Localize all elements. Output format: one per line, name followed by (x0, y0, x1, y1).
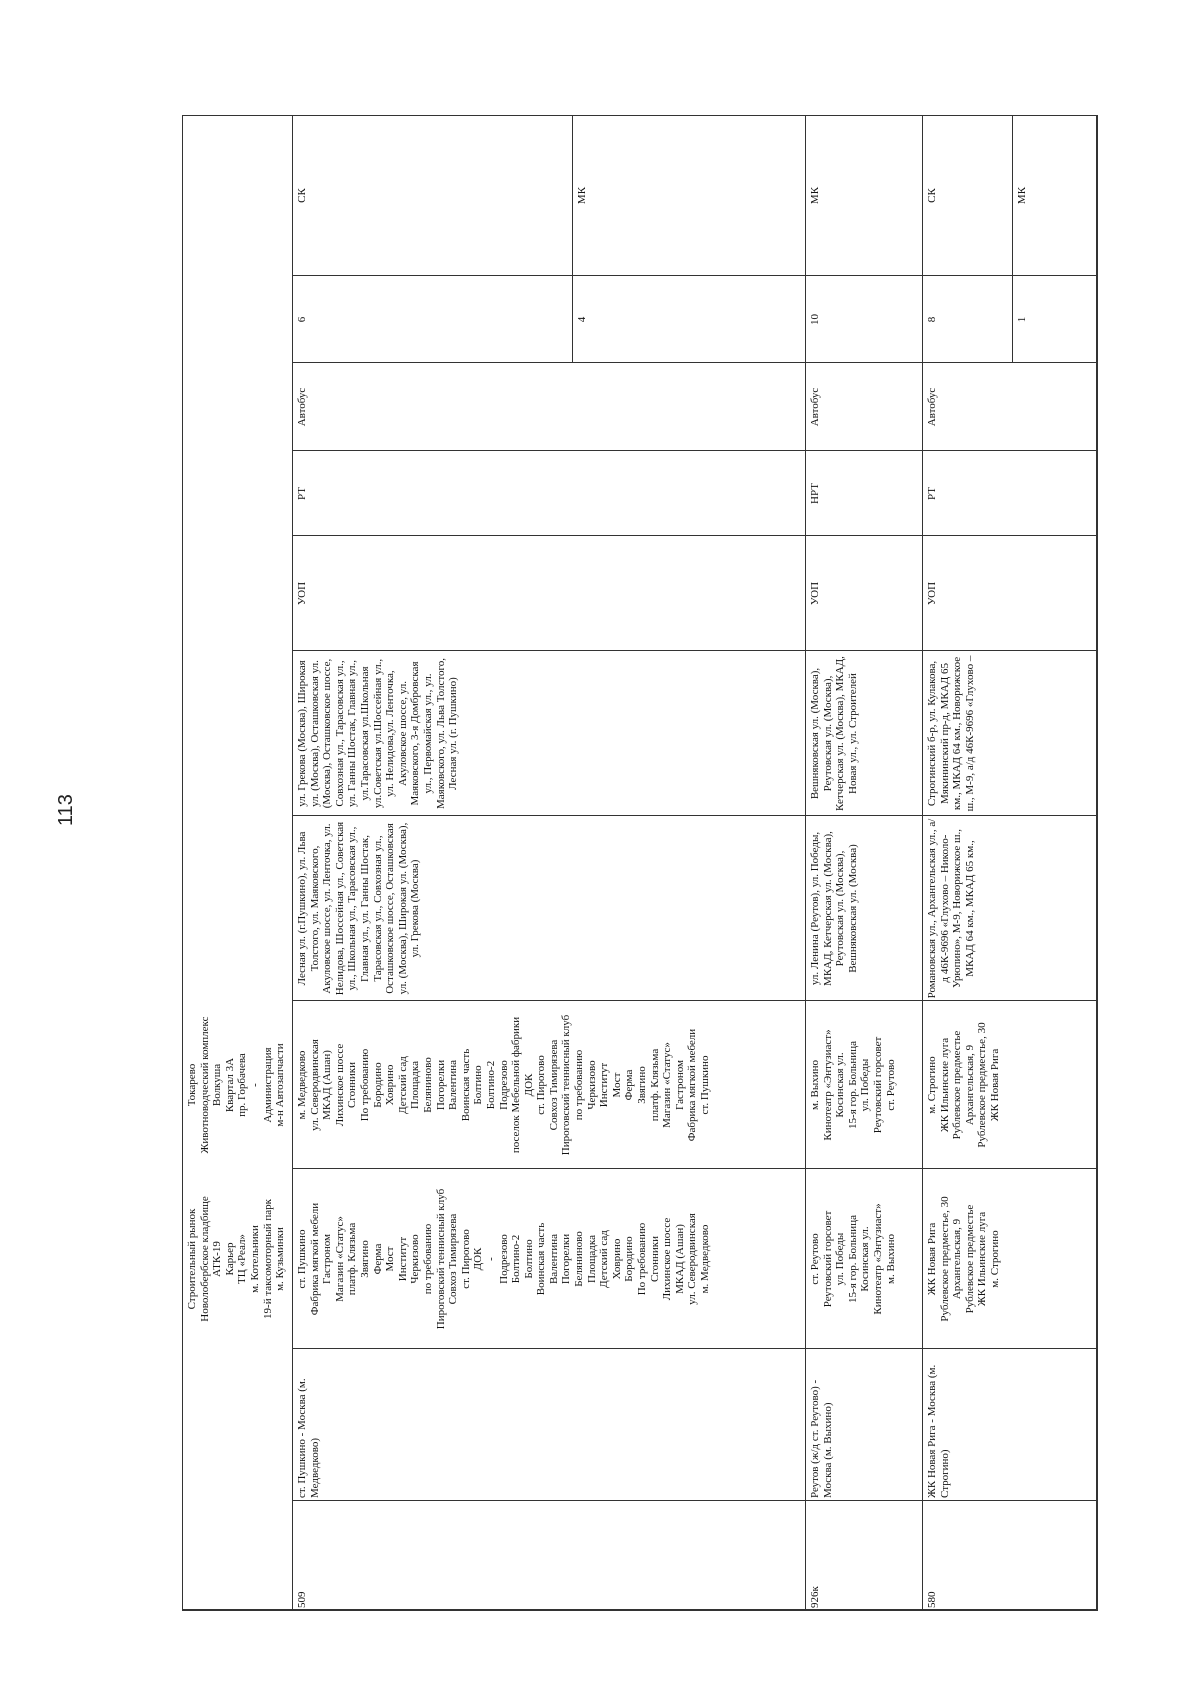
grid-line (292, 1348, 1097, 1349)
cell-class: СК (296, 188, 308, 203)
stop-name: Черкизово (585, 1060, 598, 1110)
grid-line (182, 115, 183, 1611)
cell-tariff: РТ (296, 487, 308, 500)
stop-name: Магазин «Статус» (661, 1042, 674, 1128)
stop-name: Сгонники (648, 1236, 661, 1282)
stop-name: Воинская часть (459, 1048, 472, 1122)
cell-class: СК (926, 188, 938, 203)
stop-name: Пироговский теннисный клуб (434, 1188, 447, 1330)
cell-number: 509 (296, 1591, 308, 1608)
cell-stops-backward (182, 1001, 292, 1169)
cell-count-2: 4 (576, 316, 588, 323)
stop-name: Мост (610, 1072, 623, 1098)
cell-count: 6 (296, 316, 308, 323)
stop-name: Косинская ул. (834, 1052, 847, 1118)
cell-number: 926к (809, 1586, 821, 1608)
cell-vehicle: Автобус (926, 387, 938, 427)
stop-name: Болтино-2 (484, 1060, 497, 1110)
cell-route: ст. Пушкино - Москва (м. Медведково) (296, 1378, 321, 1498)
stop-name: Бородино (623, 1236, 636, 1282)
cell-stop-order (182, 536, 292, 651)
stop-name: Фабрика мягкой мебели (308, 1202, 321, 1316)
stop-name: Валентина (447, 1059, 460, 1111)
stop-name: Администрация (261, 1047, 274, 1123)
grid-line (292, 1500, 1097, 1501)
stop-name: м. Выхино (884, 1234, 897, 1284)
cell-tariff (182, 451, 292, 536)
stop-name: ст. Пирогово (535, 1055, 548, 1115)
stop-name: Погорелки (560, 1233, 573, 1285)
cell-stop-order: УОП (296, 581, 308, 606)
stop-name: м. Медведково (699, 1224, 711, 1294)
stop-name: Лихинское шоссе (661, 1217, 674, 1301)
stop-name: Строительный рынок (186, 1208, 198, 1310)
stop-name: Ферма (623, 1069, 636, 1101)
stop-name: Реутовский горсовет (821, 1210, 834, 1308)
grid-line (182, 1610, 1097, 1612)
cell-stops-backward (922, 1001, 1097, 1169)
stop-name: Звягино (358, 1240, 371, 1278)
stop-name: Сгонники (346, 1062, 359, 1108)
grid-line (292, 275, 1097, 276)
stop-name: ул. Победы (859, 1058, 872, 1112)
stop-name: Погорелки (434, 1059, 447, 1111)
cell-stops-forward (292, 1169, 805, 1349)
cell-vehicle: Автобус (809, 387, 821, 427)
stop-name: Подрезово (497, 1234, 510, 1284)
stop-name: Кинотеатр «Энтузиаст» (871, 1203, 884, 1315)
stop-name: МКАД (Ашан) (673, 1224, 686, 1294)
cell-stops-forward (805, 1169, 922, 1349)
cell-stops-forward (922, 1169, 1097, 1349)
stop-name: м. Строгино (988, 1230, 1001, 1288)
stop-name: Совхоз Тимирязева (447, 1213, 460, 1305)
grid-line (572, 115, 573, 363)
stop-name: Карьер (223, 1242, 236, 1276)
cell-route (182, 1349, 292, 1501)
stop-name: ЖК Ильинские луга (976, 1211, 989, 1307)
cell-count-2: 1 (1016, 316, 1028, 323)
stop-name: Рублевское предместье (963, 1204, 976, 1314)
stop-name: Ховрино (384, 1064, 397, 1106)
stop-name: Рублевское предместье, 30 (976, 1022, 989, 1148)
stop-name: ст. Реутово (809, 1233, 821, 1285)
stop-name: Детский сад (598, 1230, 611, 1288)
stop-name: Ховрино (610, 1238, 623, 1280)
stop-name: пр. Горбачева (236, 1053, 249, 1117)
stop-name: ул. Победы (834, 1232, 847, 1286)
stop-name: АТК-19 (211, 1241, 224, 1277)
stop-name: По требованию (358, 1048, 371, 1122)
stop-name: Площадка (409, 1061, 422, 1109)
cell-class-2: МК (576, 186, 588, 205)
stop-name: по требованию (573, 1049, 586, 1121)
stop-name: м. Медведково (296, 1050, 308, 1120)
cell-streets-forward: Романовская ул., Архангельская ул., а/д 46К-9696 «Глухово – Николо-Урюпино», М-9, Новорижское ш., МКАД 64 км., МКАД 65 км., (926, 818, 976, 999)
page-number: 113 (55, 794, 77, 826)
stop-name: Фабрика мягкой мебели (686, 1028, 699, 1142)
cell-count: 8 (926, 316, 938, 323)
stop-name: ЖК Новая Рига (926, 1222, 938, 1296)
stop-name: Болтино (522, 1239, 535, 1279)
grid-line (292, 650, 1097, 651)
grid-line (1012, 115, 1013, 363)
stop-name: м-н Автозапчасти (274, 1043, 287, 1127)
grid-line (292, 362, 1097, 363)
stop-name: ст. Пирогово (459, 1229, 472, 1289)
cell-streets-backward (182, 651, 292, 816)
stop-name: ЖК Ильинские луга (938, 1037, 951, 1133)
cell-stop-order: УОП (809, 581, 821, 606)
stop-name: Новолобербское кладбище (198, 1196, 211, 1322)
cell-streets-forward (182, 816, 292, 1001)
stop-name: Гастроном (673, 1060, 686, 1110)
stop-name: м. Котельники (248, 1225, 261, 1293)
stop-name: ст. Пушкино (699, 1055, 711, 1115)
stop-name: поселок Мебельной фабрики (510, 1016, 523, 1154)
cell-class: МК (809, 186, 821, 205)
stop-name: Гастроном (321, 1234, 334, 1284)
stop-name: ДОК (522, 1073, 535, 1097)
cell-number: 580 (926, 1591, 938, 1608)
stop-name: Волкуша (211, 1063, 224, 1107)
stop-name: ЖК Новая Рига (988, 1048, 1001, 1122)
stop-name: Беляниново (421, 1057, 434, 1113)
cell-tariff: НРТ (809, 483, 821, 504)
stop-name: - (248, 1083, 261, 1087)
cell-vehicle: Автобус (296, 387, 308, 427)
stop-name: ДОК (472, 1247, 485, 1271)
grid-line (292, 815, 1097, 816)
grid-line (292, 1168, 1097, 1169)
cell-stops-forward (182, 1169, 292, 1349)
stop-name: Пироговский теннисный клуб (560, 1014, 573, 1156)
cell-class-2: МК (1016, 186, 1028, 205)
stop-name: Совхоз Тимирязева (547, 1039, 560, 1131)
stop-name: Болтино (472, 1065, 485, 1105)
cell-stop-order: УОП (926, 581, 938, 606)
stop-name: Рублевское предместье, 30 (938, 1196, 951, 1322)
stop-name: 15-я гор. Больница (846, 1041, 859, 1129)
stop-name: м. Кузьминки (274, 1227, 287, 1291)
stop-name: Ферма (371, 1243, 384, 1275)
stop-name: Магазин «Статус» (333, 1216, 346, 1302)
stop-name: Квартал 3А (223, 1057, 236, 1113)
stop-name: Рублевское предместье (951, 1030, 964, 1140)
stop-name: Болтино-2 (510, 1234, 523, 1284)
stop-name: ст. Реутово (884, 1059, 897, 1111)
stop-name: по требованию (421, 1223, 434, 1295)
cell-streets-backward: Вешняковская ул. (Москва), Реутовская ул. (Москва), Кетчерская ул. (Москва), МКАД, Новая ул., ул. Строителей (809, 656, 859, 811)
cell-streets-backward: Строгинский б-р, ул. Кулакова, Мякининский пр-д, МКАД 65 км., МКАД 64 км., Новорижское ш., М-9, а/д 46К-9696 «Глухово – (926, 655, 976, 812)
stop-name: Реутовский горсовет (871, 1036, 884, 1134)
grid-line (182, 115, 1097, 116)
stop-name: По требованию (636, 1222, 649, 1296)
stop-name: платф. Клязьма (648, 1048, 661, 1122)
stop-name: Токарево (186, 1063, 198, 1107)
stop-name: м. Выхино (809, 1060, 821, 1110)
stop-name: Валентина (547, 1233, 560, 1285)
stop-name: Институт (598, 1062, 611, 1108)
stop-name: Звягино (636, 1066, 649, 1104)
grid-line (292, 1000, 1097, 1001)
stop-name: МКАД (Ашан) (321, 1050, 334, 1120)
cell-number (182, 1501, 292, 1611)
cell-route: ЖК Новая Рига - Москва (м. Строгино) (926, 1364, 951, 1498)
cell-stops-backward (292, 1001, 805, 1169)
stop-name: Бородино (371, 1062, 384, 1108)
cell-streets-forward: Лесная ул. (г.Пушкино), ул. Льва Толстого, ул. Маяковского, Акуловское шоссе, ул. Ленточка, ул. Нелидова, Шоссейная ул., Советская ул., Школьная ул., Тарасовская ул., Главная ул., ул. Ганны Шостак, Тарасовская ул., Совхозная ул., Осташковское шоссе, Осташковская ул. (Москва), Широкая ул. (Москва), ул. Грекова (Москва) (296, 821, 422, 996)
stop-name: м. Строгино (926, 1056, 938, 1114)
stop-name: Площадка (585, 1235, 598, 1283)
stop-name: ул. Северодвинская (308, 1039, 321, 1131)
stop-name: Подрезово (497, 1060, 510, 1110)
stop-name: платф. Клязьма (346, 1222, 359, 1296)
cell-streets-forward: ул. Ленина (Реутов), ул. Победы, МКАД, Кетчерская ул. (Москва), Реутовская ул. (Москва), Вешняковская ул. (Москва) (809, 831, 859, 986)
cell-tariff: РТ (926, 487, 938, 500)
stop-name: Косинская ул. (859, 1226, 872, 1292)
stop-name: Животноводческий комплекс (198, 1016, 211, 1154)
stop-name: Черкизово (409, 1234, 422, 1284)
cell-streets-backward: ул. Грекова (Москва), Широкая ул. (Москва), Осташковская ул. (Москва), Осташковское шоссе, Совхозная ул., Тарасовская ул., ул. Ганны Шостак, Главная ул., ул.Тарасовская ул.Школьная ул.Советская ул.Шоссейная ул., ул. Нелидова,ул. Ленточка, Акуловское шоссе, ул. Маяковского, 3-я Домбровская ул., Первомайская ул., ул. Маяковского, ул. Льва Толстого, Лесная ул. (г. Пушкино) (296, 658, 460, 809)
stop-name: Архангельская, 9 (963, 1044, 976, 1126)
stop-name: ст. Пушкино (296, 1229, 308, 1289)
stop-name: 15-я гор. Больница (846, 1215, 859, 1303)
stop-name: 19-й таксомоторный парк (261, 1199, 274, 1319)
route-table (182, 115, 1097, 1611)
grid-line (805, 115, 806, 1611)
stop-name: ТЦ «Реал» (236, 1234, 249, 1284)
stop-name: Лихинское шоссе (333, 1043, 346, 1127)
stop-name: ул. Северодвинская (686, 1213, 699, 1305)
cell-count (182, 276, 292, 363)
stop-name: Беляниново (573, 1231, 586, 1287)
stop-name: Институт (396, 1236, 409, 1282)
cell-class (182, 115, 292, 276)
stop-name: Мост (384, 1246, 397, 1272)
grid-line (292, 450, 1097, 451)
grid-line (292, 115, 293, 1611)
stop-name: - (484, 1257, 497, 1261)
cell-vehicle (182, 363, 292, 451)
cell-count: 10 (809, 314, 821, 325)
stop-name: Кинотеатр «Энтузиаст» (821, 1029, 834, 1141)
stop-name: Воинская часть (535, 1222, 548, 1296)
grid-line (922, 115, 923, 1611)
stop-name: Архангельская, 9 (951, 1218, 964, 1300)
grid-line (292, 535, 1097, 536)
cell-stops-backward (805, 1001, 922, 1169)
cell-route: Реутов (ж/д ст. Реутово) - Москва (м. Выхино) (809, 1379, 834, 1498)
grid-line (1096, 115, 1098, 1611)
stop-name: Детский сад (396, 1056, 409, 1114)
